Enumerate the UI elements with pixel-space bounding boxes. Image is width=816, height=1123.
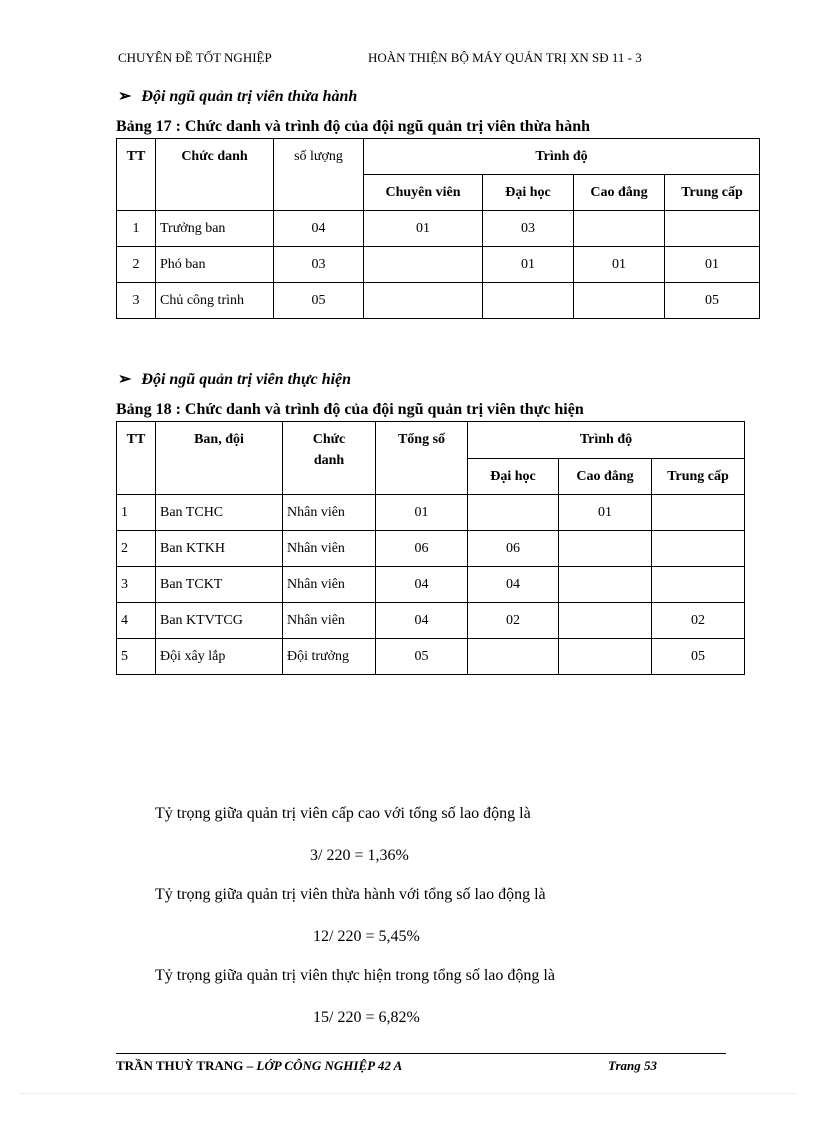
table-row xyxy=(117,567,745,603)
cell-cao-dang: 01 xyxy=(559,495,652,531)
cell-ban-doi: Ban TCKT xyxy=(156,567,283,603)
cell-cao-dang: 01 xyxy=(574,247,665,283)
page-header xyxy=(118,50,718,70)
cell-chuc-danh: Nhân viên xyxy=(283,603,376,639)
col-header-trung-cap: Trung cấp xyxy=(652,459,745,495)
cell-dai-hoc: 02 xyxy=(468,603,559,639)
cell-chuc-danh: Phó ban xyxy=(156,247,274,283)
page-footer xyxy=(116,1058,726,1074)
col-header-dai-hoc: Đại học xyxy=(483,175,574,211)
table-row xyxy=(117,603,745,639)
footer-divider xyxy=(116,1053,726,1054)
ratio-text-1: Tỷ trọng giữa quản trị viên cấp cao với tổng số lao động là xyxy=(155,805,531,822)
footer-page-number: Trang 53 xyxy=(608,1058,657,1073)
cell-trung-cap: 05 xyxy=(665,283,760,319)
cell-ban-doi: Ban KTKH xyxy=(156,531,283,567)
section-heading-1 xyxy=(118,86,357,106)
table-row xyxy=(117,639,745,675)
ratio-formula-2: 12/ 220 = 5,45% xyxy=(313,928,420,945)
col-header-chuc-danh: Chức danh xyxy=(156,139,274,211)
cell-dai-hoc: 03 xyxy=(483,211,574,247)
col-header-cao-dang: Cao đẳng xyxy=(559,459,652,495)
col-header-tt: TT xyxy=(117,139,156,211)
cell-cao-dang xyxy=(559,639,652,675)
cell-tt: 2 xyxy=(117,531,156,567)
cell-ban-doi: Ban KTVTCG xyxy=(156,603,283,639)
table-row xyxy=(117,495,745,531)
section-heading-2 xyxy=(118,369,351,389)
col-header-dai-hoc: Đại học xyxy=(468,459,559,495)
col-header-trinh-do: Trình độ xyxy=(468,422,745,459)
cell-cao-dang xyxy=(559,567,652,603)
section-title: Đội ngũ quản trị viên thực hiện xyxy=(141,371,352,388)
cell-chuyen-vien xyxy=(364,283,483,319)
cell-dai-hoc: 01 xyxy=(483,247,574,283)
cell-tt: 2 xyxy=(117,247,156,283)
cell-so-luong: 03 xyxy=(274,247,364,283)
cell-cao-dang xyxy=(559,531,652,567)
table-17 xyxy=(116,138,760,319)
col-header-tt: TT xyxy=(117,422,156,495)
cell-tong-so: 04 xyxy=(376,567,468,603)
chuc-line-1: Chức xyxy=(312,432,346,447)
cell-tt: 5 xyxy=(117,639,156,675)
footer-course: LỚP CÔNG NGHIỆP 42 A xyxy=(256,1058,403,1073)
table-row xyxy=(117,247,760,283)
page-edge-divider xyxy=(20,1093,796,1094)
cell-dai-hoc xyxy=(483,283,574,319)
cell-so-luong: 05 xyxy=(274,283,364,319)
cell-ban-doi: Đội xây lắp xyxy=(156,639,283,675)
cell-tt: 3 xyxy=(117,283,156,319)
arrow-bullet-icon: ➢ xyxy=(118,88,132,105)
cell-trung-cap xyxy=(652,567,745,603)
cell-trung-cap xyxy=(665,211,760,247)
cell-chuc-danh: Đội trưởng xyxy=(283,639,376,675)
cell-tt: 4 xyxy=(117,603,156,639)
cell-trung-cap: 05 xyxy=(652,639,745,675)
table-row xyxy=(117,283,760,319)
ratio-text-2: Tỷ trọng giữa quản trị viên thừa hành với tổng số lao động là xyxy=(155,886,546,903)
cell-cao-dang xyxy=(574,283,665,319)
section-title: Đội ngũ quản trị viên thừa hành xyxy=(141,88,358,105)
cell-tt: 1 xyxy=(117,495,156,531)
cell-dai-hoc: 04 xyxy=(468,567,559,603)
chuc-line-2: danh xyxy=(313,453,345,468)
arrow-bullet-icon: ➢ xyxy=(118,371,132,388)
cell-chuc-danh: Chủ công trình xyxy=(156,283,274,319)
cell-trung-cap: 02 xyxy=(652,603,745,639)
cell-chuc-danh: Nhân viên xyxy=(283,567,376,603)
cell-dai-hoc xyxy=(468,495,559,531)
cell-chuyen-vien xyxy=(364,247,483,283)
table17-caption: Bảng 17 : Chức danh và trình độ của đội ngũ quản trị viên thừa hành xyxy=(116,118,590,135)
cell-dai-hoc: 06 xyxy=(468,531,559,567)
col-header-cao-dang: Cao đẳng xyxy=(574,175,665,211)
col-header-trinh-do: Trình độ xyxy=(364,139,760,175)
ratio-formula-1: 3/ 220 = 1,36% xyxy=(310,847,409,864)
cell-tong-so: 01 xyxy=(376,495,468,531)
table-18 xyxy=(116,421,745,675)
col-header-tong-so: Tổng số xyxy=(376,422,468,495)
ratio-formula-3: 15/ 220 = 6,82% xyxy=(313,1009,420,1026)
cell-tt: 1 xyxy=(117,211,156,247)
col-header-trung-cap: Trung cấp xyxy=(665,175,760,211)
cell-chuc-danh: Trưởng ban xyxy=(156,211,274,247)
ratio-text-3: Tỷ trọng giữa quản trị viên thực hiện trong tổng số lao động là xyxy=(155,967,555,984)
cell-tong-so: 05 xyxy=(376,639,468,675)
cell-so-luong: 04 xyxy=(274,211,364,247)
table-row xyxy=(117,531,745,567)
cell-cao-dang xyxy=(559,603,652,639)
cell-chuc-danh: Nhân viên xyxy=(283,495,376,531)
cell-trung-cap: 01 xyxy=(665,247,760,283)
table18-caption: Bảng 18 : Chức danh và trình độ của đội ngũ quản trị viên thực hiện xyxy=(116,401,584,418)
cell-trung-cap xyxy=(652,495,745,531)
cell-cao-dang xyxy=(574,211,665,247)
col-header-ban-doi: Ban, đội xyxy=(156,422,283,495)
cell-chuyen-vien: 01 xyxy=(364,211,483,247)
cell-chuc-danh: Nhân viên xyxy=(283,531,376,567)
col-header-so-luong: số lượng xyxy=(274,139,364,211)
header-left: CHUYÊN ĐỀ TỐT NGHIỆP xyxy=(118,50,272,65)
footer-author: TRẦN THUỲ TRANG – xyxy=(116,1058,257,1073)
table-row xyxy=(117,211,760,247)
cell-trung-cap xyxy=(652,531,745,567)
cell-tong-so: 04 xyxy=(376,603,468,639)
cell-tt: 3 xyxy=(117,567,156,603)
col-header-chuyen-vien: Chuyên viên xyxy=(364,175,483,211)
cell-dai-hoc xyxy=(468,639,559,675)
cell-tong-so: 06 xyxy=(376,531,468,567)
header-right: HOÀN THIỆN BỘ MÁY QUẢN TRỊ XN SĐ 11 - 3 xyxy=(368,50,642,65)
cell-ban-doi: Ban TCHC xyxy=(156,495,283,531)
col-header-chuc-danh xyxy=(283,422,376,495)
